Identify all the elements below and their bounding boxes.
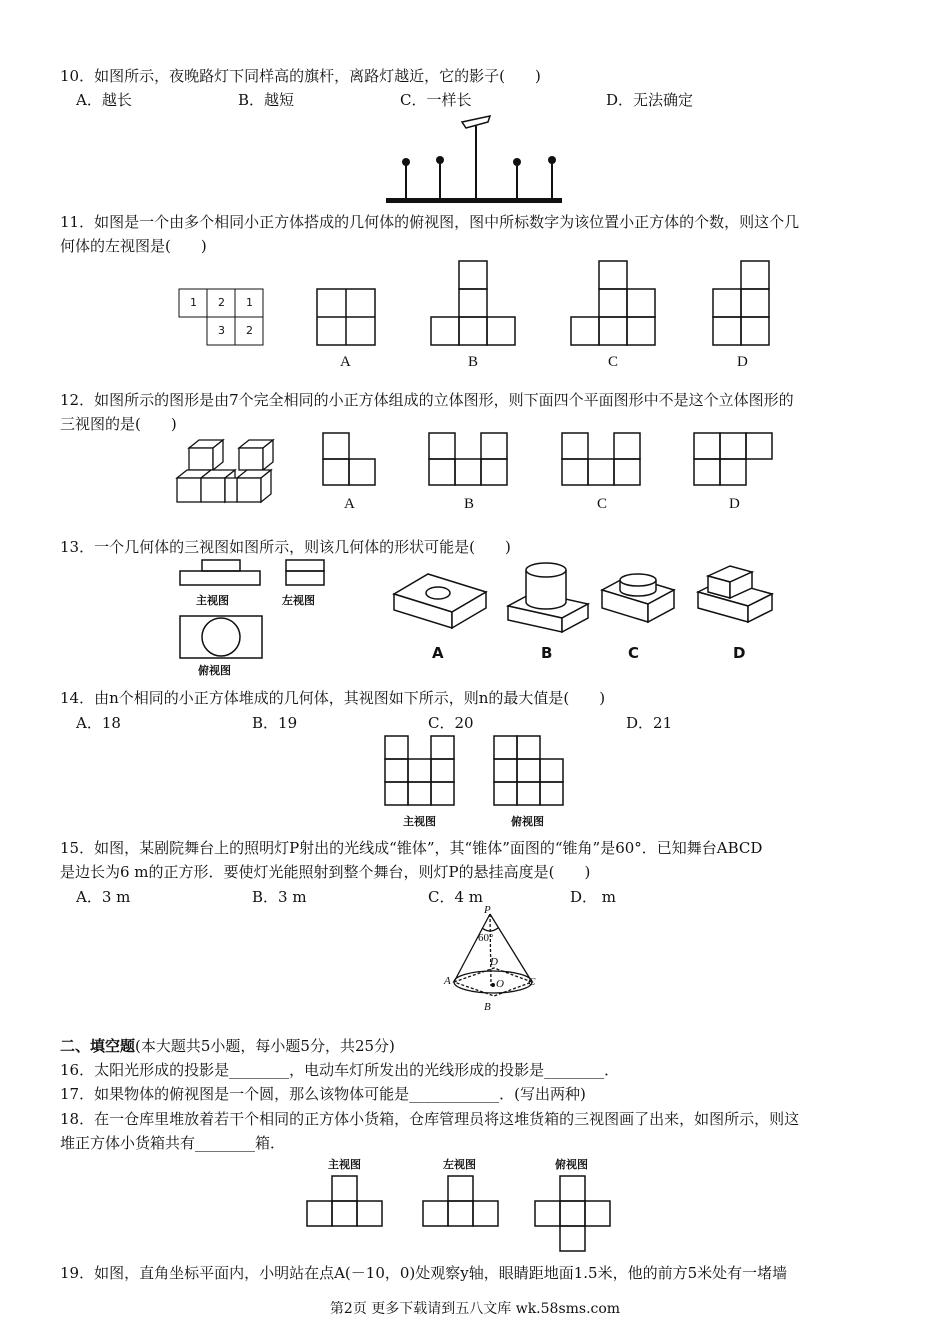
q18-top-view [534, 1174, 614, 1254]
q18-front-view [306, 1174, 386, 1228]
q15-label-a: A [444, 975, 451, 987]
q11-label-b: B [468, 354, 479, 370]
q15-option-a: A．3 m [76, 888, 131, 906]
q11-option-b-figure [430, 260, 520, 350]
q10-option-b: B．越短 [238, 91, 295, 109]
q13-option-c-figure [600, 566, 678, 632]
q13-left-view [284, 558, 328, 588]
q13-label-c: C [628, 644, 640, 662]
q13-front-view-label: 主视图 [196, 594, 229, 607]
q13-label-b: B [541, 644, 553, 662]
q11-grid-number: 2 [246, 324, 253, 337]
q11-option-a-figure [316, 288, 378, 348]
section2-heading [60, 1036, 395, 1056]
q12-option-b-figure [428, 432, 512, 490]
q13-option-a-figure [388, 570, 492, 634]
q12-option-a-figure [322, 432, 380, 490]
q11-grid-number: 1 [190, 296, 197, 309]
q12-text-line2: 三视图的是( ) [60, 415, 177, 433]
q15-text-line1: 15．如图，某剧院舞台上的照明灯P射出的光线成“锥体”，其“锥体”面图的“锥角”是60°．已知舞台ABCD [60, 839, 763, 857]
q14-option-d: D．21 [626, 714, 673, 732]
q11-label-a: A [340, 354, 351, 370]
streetlamp-figure [380, 112, 570, 207]
q13-top-view-label: 俯视图 [198, 664, 231, 677]
q12-label-d: D [729, 496, 740, 512]
q12-option-d-figure [693, 432, 777, 490]
q12-label-a: A [344, 496, 355, 512]
q15-text-line2: 是边长为6 m的正方形．要使灯光能照射到整个舞台，则灯P的悬挂高度是( ) [60, 863, 591, 881]
q13-option-d-figure [696, 560, 776, 632]
q11-text-line1: 11．如图是一个由多个相同小正方体搭成的几何体的俯视图，图中所标数字为该位置小正方体的个数，则这个几 [60, 213, 800, 231]
q15-label-o: O [496, 978, 504, 990]
q11-grid-number: 3 [218, 324, 225, 337]
q11-text-line2: 何体的左视图是( ) [60, 237, 207, 255]
q16-text: 16．太阳光形成的投影是________，电动车灯所发出的光线形成的投影是________． [60, 1061, 620, 1079]
q11-grid-number: 2 [218, 296, 225, 309]
q15-label-d: D [490, 956, 498, 968]
section2-title: 二、填空题 [60, 1037, 136, 1055]
q11-option-d-figure [712, 260, 774, 350]
q18-text-line2: 堆正方体小货箱共有________箱． [60, 1134, 286, 1152]
q15-option-b: B．3 m [252, 888, 307, 906]
q14-front-view [383, 734, 459, 808]
q14-top-view-label: 俯视图 [511, 815, 544, 828]
q13-option-b-figure [504, 556, 594, 638]
q11-option-c-figure [570, 260, 660, 350]
q11-grid-number: 1 [246, 296, 253, 309]
q15-option-c: C．4 m [428, 888, 484, 906]
q14-option-c: C．20 [428, 714, 474, 732]
q13-text: 13．一个几何体的三视图如图所示，则该几何体的形状可能是( ) [60, 538, 511, 556]
q19-text: 19．如图，直角坐标平面内，小明站在点A(－10，0)处观察y轴，眼睛距地面1.5米，他的前方5米处有一堵墙 [60, 1264, 788, 1282]
q12-label-b: B [464, 496, 475, 512]
q10-text: 10．如图所示，夜晚路灯下同样高的旗杆，离路灯越近，它的影子( ) [60, 67, 541, 85]
q15-label-p: P [484, 904, 491, 916]
q18-text-line1: 18．在一仓库里堆放着若干个相同的正方体小货箱，仓库管理员将这堆货箱的三视图画了出来，如图所示，则这 [60, 1110, 800, 1128]
q12-text-line1: 12．如图所示的图形是由7个完全相同的小正方体组成的立体图形，则下面四个平面图形中不是这个立体图形的 [60, 391, 794, 409]
q14-option-b: B．19 [252, 714, 298, 732]
q13-front-view [178, 558, 264, 588]
q13-left-view-label: 左视图 [282, 594, 315, 607]
q10-option-c: C．一样长 [400, 91, 472, 109]
q18-top-view-label: 俯视图 [555, 1158, 588, 1171]
q13-top-view [178, 614, 266, 660]
q10-option-d: D．无法确定 [606, 91, 694, 109]
page-footer: 第2页 更多下载请到五八文库 wk.58sms.com [329, 1301, 621, 1317]
q14-front-view-label: 主视图 [403, 815, 436, 828]
q14-option-a: A．18 [76, 714, 121, 732]
q15-option-d: D． m [570, 888, 617, 906]
q12-option-c-figure [561, 432, 645, 490]
q14-top-view [492, 734, 568, 808]
q18-front-view-label: 主视图 [328, 1158, 361, 1171]
q17-text: 17．如果物体的俯视图是一个圆，那么该物体可能是____________．(写出两种) [60, 1085, 586, 1103]
q15-label-angle: 60° [478, 932, 494, 944]
q18-left-view [422, 1174, 502, 1228]
q13-label-d: D [733, 644, 746, 662]
q12-solid-figure [175, 436, 280, 508]
q15-label-c: C [528, 976, 536, 988]
q14-text: 14．由n个相同的小正方体堆成的几何体，其视图如下所示，则n的最大值是( ) [60, 689, 606, 707]
q11-label-d: D [737, 354, 748, 370]
q11-label-c: C [608, 354, 619, 370]
q15-label-b: B [484, 1001, 491, 1013]
section2-note: (本大题共5小题，每小题5分，共25分) [135, 1037, 395, 1055]
q13-label-a: A [432, 644, 444, 662]
q12-label-c: C [597, 496, 608, 512]
q18-left-view-label: 左视图 [443, 1158, 476, 1171]
q10-option-a: A．越长 [76, 91, 132, 109]
